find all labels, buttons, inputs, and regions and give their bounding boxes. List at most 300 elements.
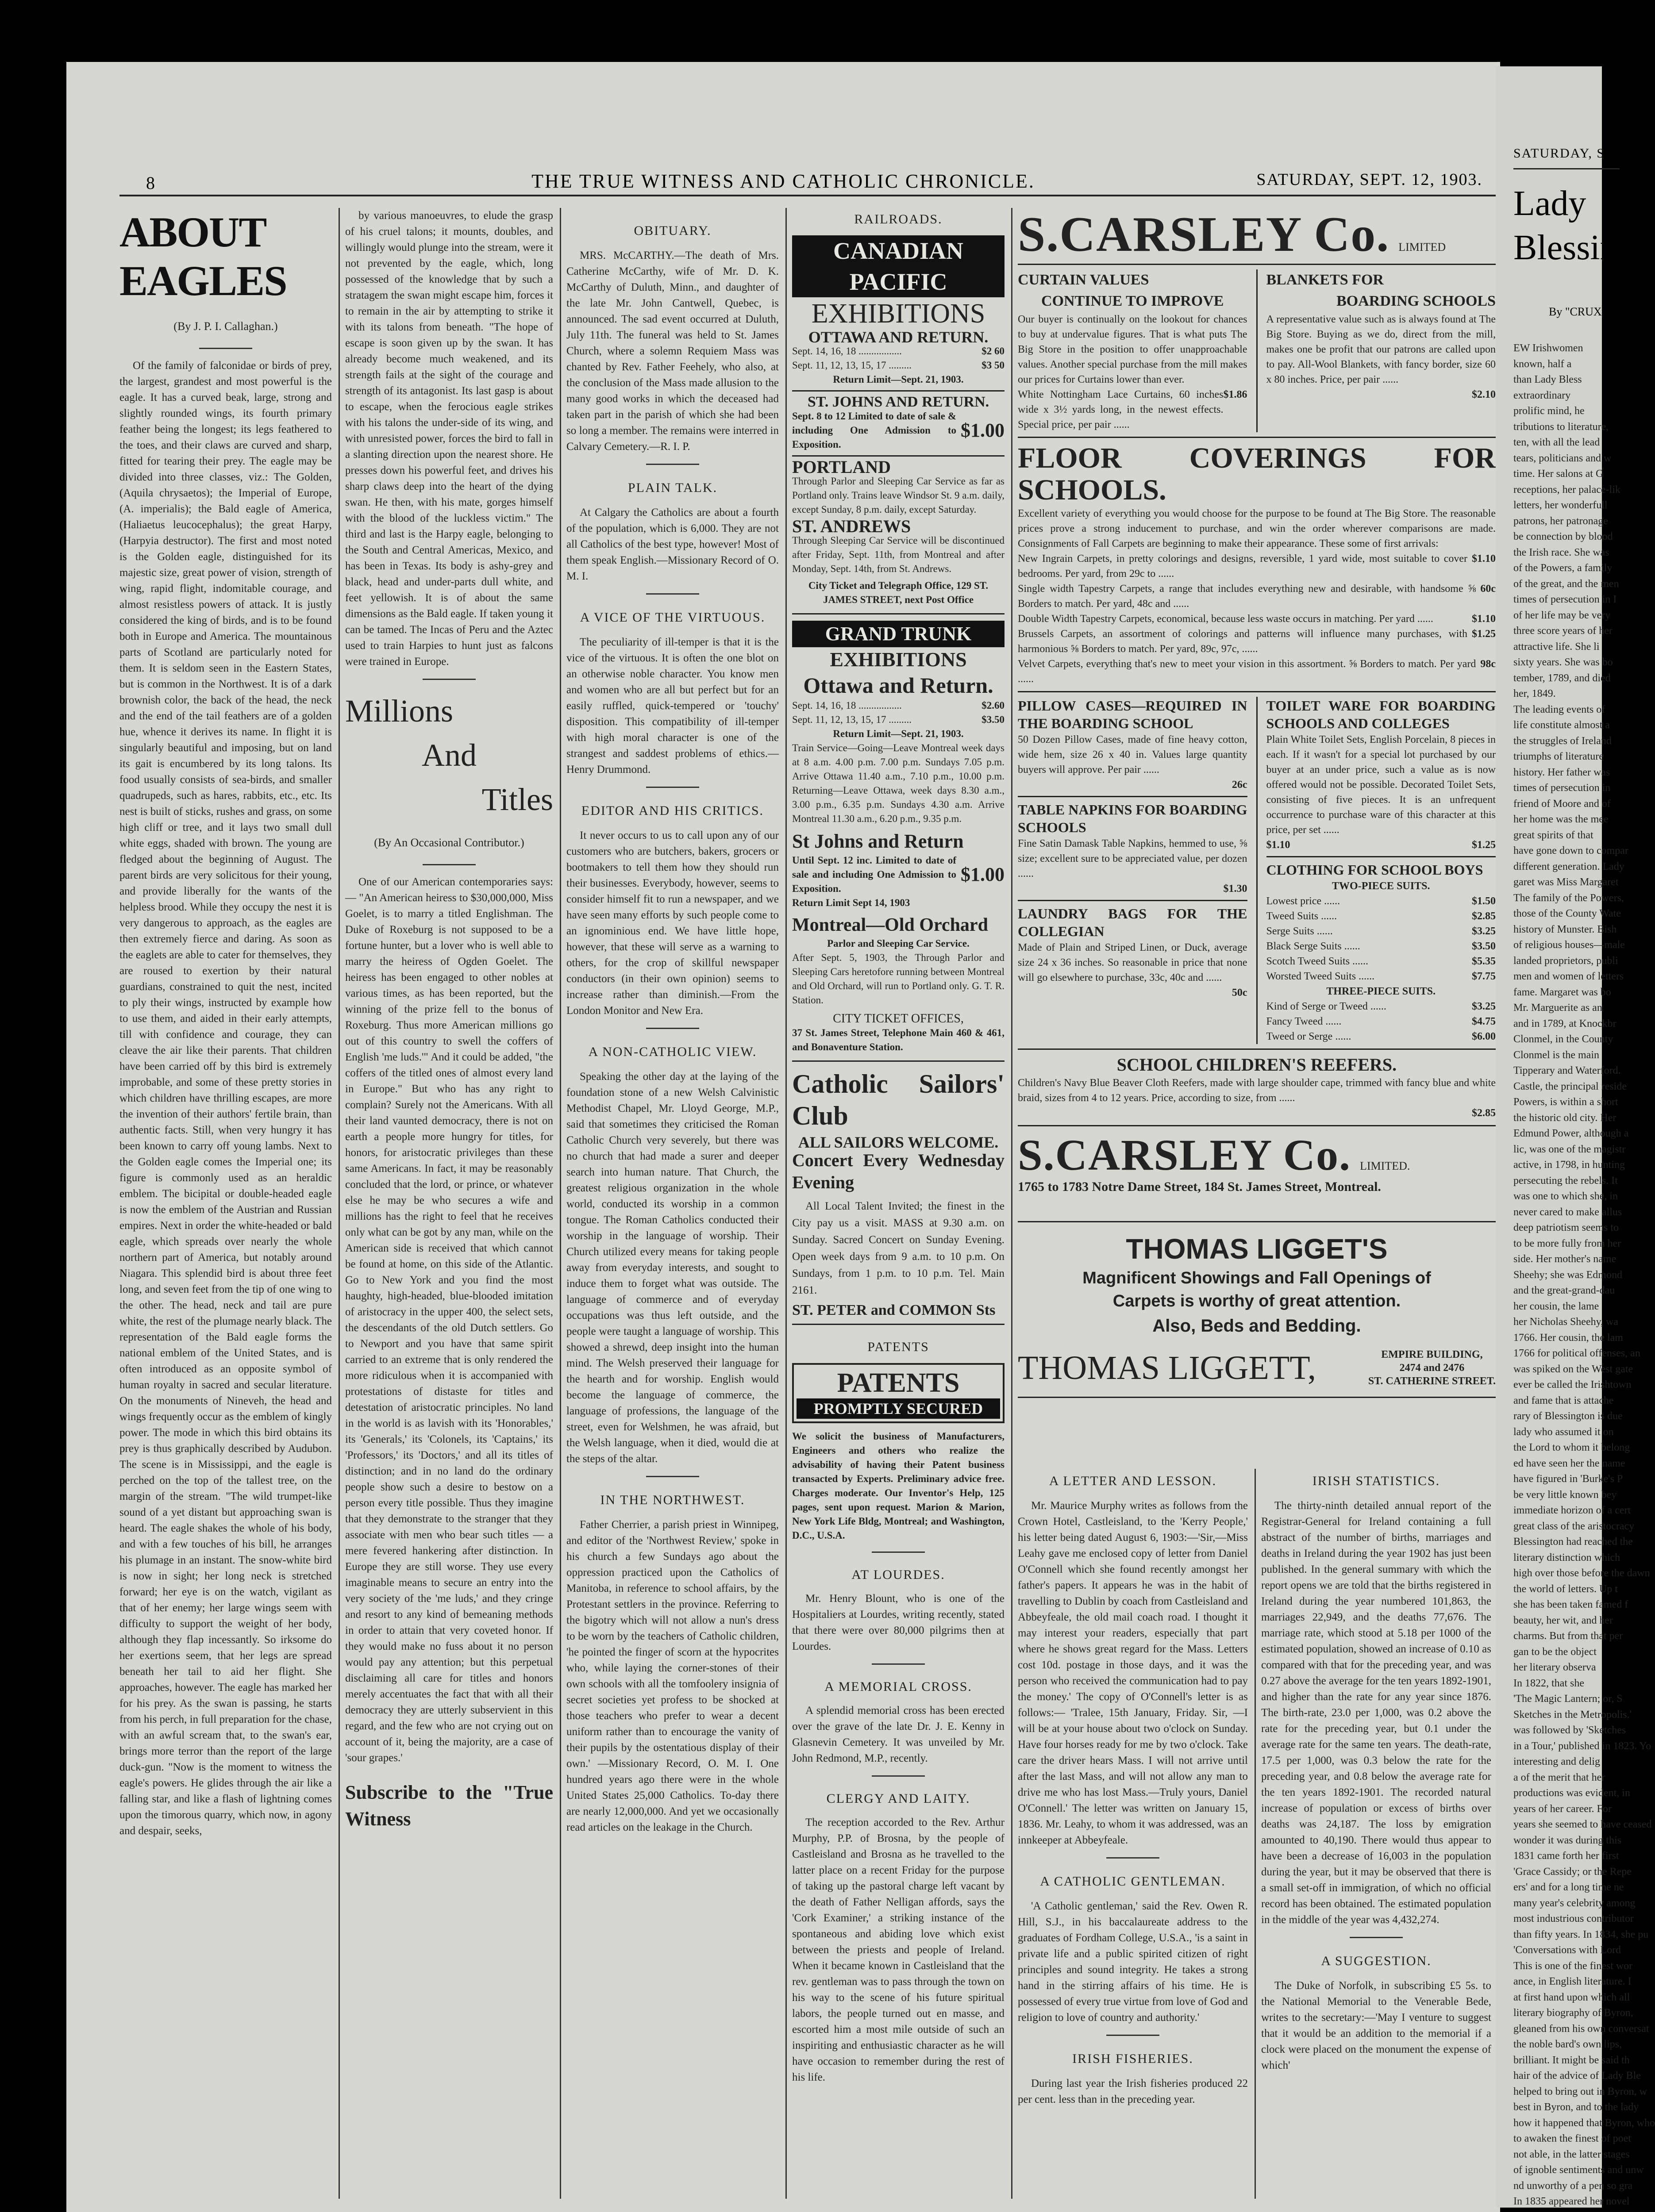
strip-line: Castle, the principal reside: [1513, 1080, 1627, 1092]
toilet-price-1: $1.10: [1266, 839, 1290, 851]
blankets-price: $2.10: [1472, 389, 1496, 400]
cp-st-johns: ST. JOHNS AND RETURN.: [807, 394, 989, 410]
strip-line: landed proprietors, publi: [1513, 955, 1618, 967]
strip-line: great spirits of that: [1513, 829, 1593, 841]
section-title-critics: EDITOR AND HIS CRITICS.: [581, 803, 764, 818]
gt-old-orchard-sub: Parlor and Sleeping Car Service.: [827, 938, 970, 949]
section-title-clergy-laity: CLERGY AND LAITY.: [826, 1791, 970, 1806]
cp-rate-row: [792, 344, 1005, 358]
clergy-laity-text: The reception accorded to the Rev. Arthur Murphy, P.P. of Brosna, by the people of Castleisland and Brosna as he travelled to the latter place on a recent Friday for the purpose of taking up the pastoral charge left vacant by the death of Father Nelligan affords, says the 'Cork Examiner,' a striking instance of the spontaneous and abiding love which exist between the priests and people of Ireland. When it became known in Castleisland that the rev. gentleman was to pass through the town on his way to the scene of his future spiritual labors, the people turned out en masse, and escorted him a most mile outside of such an inspiriting and enthusiastic character as he will have occasion to remember during the rest of his life.: [792, 1816, 1005, 2083]
blankets-body: A representative value such as is always found at The Big Store. Buying as we do, direct from the mill, makes one be profit that our patrons are called upon to pay. All-Wool Blankets, with fancy border, size 60 x 80 inches. Price, per pair ......: [1266, 314, 1496, 385]
cp-exhibitions: EXHIBITIONS: [811, 299, 985, 329]
divider: [199, 348, 252, 349]
gt-return-limit: Return Limit—Sept. 21, 1903.: [833, 728, 964, 739]
three-piece-item-label: Tweed or Serge ......: [1266, 1031, 1351, 1042]
strip-line: never cared to make allus: [1513, 1206, 1622, 1218]
column-obituary: [566, 208, 779, 2208]
strip-line: triumphs of literature: [1513, 751, 1604, 762]
three-piece-item-price: $4.75: [1472, 1016, 1496, 1027]
carsley-address: 1765 to 1783 Notre Dame Street, 184 St. James Street, Montreal.: [1018, 1179, 1381, 1194]
divider: [792, 1060, 1005, 1062]
clothing-item-row: [1266, 909, 1496, 924]
strip-line: most industrious contributor: [1513, 1913, 1634, 1924]
strip-line: best in Byron, and to the lady: [1513, 2101, 1639, 2113]
floor-item-price: $1.25: [1472, 628, 1496, 640]
strip-line: attractive life. She li: [1513, 641, 1600, 653]
floor-items: [1018, 551, 1496, 687]
sailors-concert: Concert Every Wednesday Evening: [792, 1150, 1005, 1192]
headline-about-eagles: ABOUT EAGLES: [119, 208, 287, 304]
divider: [1018, 691, 1496, 692]
reefers-price: $2.85: [1472, 1107, 1496, 1119]
strip-line: lady who assumed it on: [1513, 1426, 1614, 1438]
column-rule: [1256, 697, 1258, 1044]
blankets-section: [1266, 269, 1496, 432]
carsley-mid-row: [1018, 697, 1496, 1044]
subscribe-notice: Subscribe to the "True Witness: [345, 1782, 553, 1830]
critics-text: It never occurs to us to call upon any of our customers who are butchers, bakers, grocers or bootmakers to tell them how they should run their businesses. Everybody, however, seems to consider himself fit to run a newspaper, and we have seen many efforts by such people come to an ignominious end. We have little hope, however, that these will serve as a warning to others, for the crop of skillful newspaper conductors (in their own opinion) seems to increase rather than diminish.—From the London Monitor and New Era.: [566, 830, 779, 1017]
clothing-item-price: $1.50: [1472, 895, 1496, 907]
liggett-line-2: Carpets is worthy of great attention.: [1112, 1292, 1401, 1310]
floor-item-row: [1018, 626, 1496, 657]
strip-line: history. Her father was: [1513, 766, 1610, 778]
lourdes-text: Mr. Henry Blount, who is one of the Hospitaliers at Lourdes, writing recently, stated that there were over 80,000 pilgrims then at Lourdes.: [792, 1593, 1005, 1652]
sailors-streets: ST. PETER and COMMON Sts: [792, 1302, 996, 1318]
cp-rate-price: $3 50: [981, 360, 1005, 371]
article-body: One of our American contemporaries says:— "An American heiress to $30,000,000, Miss Goelet, is to marry a titled Englishman. The Duke of Roxeburg is not supposed to be a fortune hunter, but a lover who is well able to marry the heiress of Ogden Goelet. The heiress has been engaged to other nobles at various times, as has been reported, but the winning of the prize fell to the bonus of Roxeburg. Thus more American millions go out of this country to swell the coffers of English 'me luds.'" And it could be added, "the coffers of the titled ones of almost every land in Europe." But who has any right to complain? Surely not the Americans. With all their land vaunted democracy, there is not on earth a people more hungry for titles, for honors, for aristocratic privileges than these same Americans. In fact, it may be reasonably concluded that the lord, or prince, or whatever else he may be who secures a wife and millions has the right to feel that he receives only what can be got by any man, while on the American side is received that which cannot be found at home, on this side of the Atlantic. Go to New York and you find the most haughty, high-headed, blue-blooded imitation of aristocracy in the upper 400, the select sets, the descendants of the old Dutch settlers. Go to Newport and you have that same spirit carried to an extreme that is only rendered the more ridiculous when it is accompanied with protestations of distaste for titles and detestation of aristocratic principles. No land in the world is as lavish with its 'Honorables,' its 'Generals,' its 'Colonels, its 'Captains,' its 'Professors,' its 'Doctors,' and all its titles of distinction; and in no land do the ordinary people show such a desire to bestow on a person every title possible. Thus they imagine that they demonstrate to the stranger that they associate with men who bear such titles — a mere fevered hankering after distinction. In Europe they are still worse. They use every imaginable means to secure an entry into the very society of the 'me luds,' and they cringe and resort to any kind of bemeaning methods in order to attain that very coveted honor. If they would make no fuss about it no person would pay any attention; but this perpetual disclaiming all care for titles and honors merely accentuates the fact that with all their democracy they are utterly subservient in this regard, and the few who are not crying out on account of it, being the majority, are a case of 'sour grapes.': [345, 876, 553, 1764]
headline-millions: Millions: [345, 693, 454, 729]
page-header: [66, 164, 1500, 199]
gt-ticket-office-title: CITY TICKET OFFICES,: [833, 1012, 964, 1025]
divider: [646, 593, 699, 595]
gt-rates: [792, 699, 1005, 727]
obituary-text: MRS. McCARTHY.—The death of Mrs. Catherine McCarthy, wife of Mr. D. K. McCarthy of Duluth, Minn., and daughter of the late Mr. John Cantwell, Quebec, is announced. The sad event occurred at Duluth, July 11th. The funeral was held to St. James Church, where a solemn Requiem Mass was chanted by Rev. Father Feehely, who also, at the conclusion of the Mass made allusion to the many good works in which the deceased had taken part in the parish of which she had been so long a member. The remains were interred in Calvary Cemetery.—R. I. P.: [566, 250, 779, 453]
three-piece-item-label: Kind of Serge or Tweed ......: [1266, 1001, 1386, 1012]
three-piece-item-price: $6.00: [1472, 1031, 1496, 1042]
floor-item-label: New Ingrain Carpets, in pretty colorings and designs, reversible, 1 yard wide, most suitable to cover bedrooms. Per yard, from 29c to ......: [1018, 553, 1467, 580]
column-rule: [339, 208, 340, 2199]
three-piece-item-row: [1266, 1014, 1496, 1029]
three-piece-items: [1266, 999, 1496, 1044]
strip-line: many year's celebrity among: [1513, 1897, 1636, 1909]
strip-line: of religious houses—male: [1513, 939, 1625, 951]
strip-line: letters, her wonderfull: [1513, 499, 1608, 511]
strip-line: gleaned from his own conversat: [1513, 2023, 1649, 2035]
strip-line: those of the County Wate: [1513, 908, 1621, 919]
strip-line: literary distinction which: [1513, 1551, 1620, 1563]
carsley-name: S.CARSLEY Co.: [1018, 207, 1390, 262]
liggett-address-2: 2474 and 2476: [1399, 1362, 1465, 1374]
column-millions-titles: [345, 208, 553, 2208]
curtain-item: [1018, 387, 1247, 432]
reefers-title: SCHOOL CHILDREN'S REEFERS.: [1116, 1055, 1397, 1075]
column-irish-statistics: [1261, 1469, 1491, 2203]
section-title-northwest: IN THE NORTHWEST.: [600, 1493, 745, 1507]
strip-line: Powers, is within a short: [1513, 1096, 1618, 1108]
toilet-price-2: $1.25: [1472, 839, 1496, 851]
divider: [1018, 437, 1496, 438]
column-rule: [1256, 269, 1258, 432]
pillow-title: PILLOW CASES—REQUIRED IN THE BOARDING SCHOOL: [1018, 698, 1247, 731]
section-title-memorial-cross: A MEMORIAL CROSS.: [824, 1679, 972, 1694]
divider: [646, 1028, 699, 1029]
strip-line: years of her career. For: [1513, 1803, 1612, 1815]
strip-line: Sheehy; she was Edmond: [1513, 1269, 1622, 1281]
strip-line: tributions to literature,: [1513, 421, 1609, 433]
toilet-prices: [1266, 837, 1496, 853]
cp-st-johns-note: Sept. 8 to 12 Limited to date of sale & including One Admission to Exposition.: [792, 411, 956, 450]
carsley-masthead: [1018, 208, 1496, 265]
gentleman-text: 'A Catholic gentleman,' said the Rev. Owen R. Hill, S.J., in his baccalaureate address to the graduates of Fordham College, U.S.A., 'is a saint in private life and a public spirited citizen of right principles and sound integrity. He takes a strong hand in the stirring affairs of his time. He is possessed of every true virtue from love of God and religion to love of country and authority.': [1018, 1900, 1248, 2024]
strip-rule: [1513, 168, 1620, 169]
pillow-price: 26c: [1232, 779, 1247, 791]
strip-line: garet was Miss Margaret: [1513, 876, 1619, 888]
strip-line: side. Her mother's name: [1513, 1253, 1617, 1265]
carsley-limited-footer: LIMITED.: [1360, 1160, 1410, 1172]
strip-line: brilliant. It might be said th: [1513, 2054, 1630, 2066]
clothing-item-row: [1266, 969, 1496, 984]
gt-st-johns-note: Until Sept. 12 inc. Limited to date of sale and including One Admission to Exposition.: [792, 855, 956, 894]
strip-line: lic, was one of the magistr: [1513, 1143, 1626, 1155]
floor-item-row: [1018, 551, 1496, 581]
carsley-top-row: [1018, 269, 1496, 432]
strip-line: three score years of her: [1513, 625, 1613, 637]
floor-item-price: 60c: [1480, 583, 1496, 595]
strip-line: 1766 for political offenses, an: [1513, 1348, 1640, 1359]
strip-line: tember, 1789, and died: [1513, 672, 1611, 684]
strip-line: known, half a: [1513, 358, 1572, 370]
strip-line: ten, with all the lead: [1513, 437, 1600, 448]
clothing-item-row: [1266, 939, 1496, 954]
strip-line: her, 1849.: [1513, 688, 1556, 699]
column-rule: [1011, 208, 1012, 2199]
clothing-item-label: Scotch Tweed Suits ......: [1266, 956, 1369, 967]
blankets-sub: BOARDING SCHOOLS: [1336, 293, 1496, 309]
article-body-continued: by various manoeuvres, to elude the grasp of his cruel talons; it mounts, doubles, and willingly would plunge into the stream, were it not prevented by the eagle, which, long possessed of the knowledge that by such a stratagem the swan might escape him, forces it to remain in the air by attempting to strike it with its talons from beneath. "The hope of escape is soon given up by the swan. It has already become much weakened, and its strength fails at the sight of the courage and strength of its antagonist. Its last gasp is about to escape, when the ferocious eagle strikes with his talons the under-side of its wing, and with unresisted power, forces the bird to fall in a slanting direction upon the nearest shore. He presses down his powerful feet, and drives his sharp claws deep into the heart of the dying swan. He then, with his mate, gorges himself with the blood of the luckless victim." The third and last is the Harpy eagle, belonging to the South and Central Americas, Mexico, and has been in Texas. Its body is ashy-grey and black, head and under-parts dull white, and feet yellowish. It is of about the same dimensions as the Bald eagle. If taken young it can be tamed. The Incas of Peru and the Aztec used to train Harpies to hunt just as falcons were trained in Europe.: [345, 210, 553, 668]
floor-item-row: [1018, 657, 1496, 687]
strip-line: high over those before the dawn: [1513, 1567, 1650, 1579]
strip-line: ance, in English literature. I: [1513, 1976, 1632, 1987]
liggett-title: THOMAS LIGGET'S: [1126, 1233, 1388, 1265]
strip-line: be connection by blood: [1513, 531, 1613, 542]
curtain-item-label: White Nottingham Lace Curtains, 60 inches wide x 3½ yards long, in the newest effects. Special price, per pair ......: [1018, 389, 1224, 430]
section-title-fisheries: IRISH FISHERIES.: [1072, 2051, 1193, 2066]
laundry-title: LAUNDRY BAGS FOR THE COLLEGIAN: [1018, 906, 1247, 939]
strip-line: immediate horizon of a cert: [1513, 1505, 1631, 1516]
gt-rate-label: Sept. 11, 12, 13, 15, 17 .........: [792, 714, 912, 725]
letter-text: Mr. Maurice Murphy writes as follows from the Crown Hotel, Castleisland, to the 'Kerry People,' his letter being dated August 6, 1903:—'Sir,—Miss Leahy gave me enclosed copy of letter from Daniel O'Connell which she found recently amongst her father's papers. It appears he was in the habit of travelling to Dublin by coach from Castleisland and Abbeyfeale, the old mail coach road. I thought it may interest your readers, especially that part where he shows great regard for the Mass. Letters cost 10d. postage in those days, and it was the person who received the communication had to pay the money.' The copy of O'Connell's letter is as follows:— 'Tralee, 15th January, Friday. Sir, —I will be at your house about two o'clock on Sunday. Have four horses ready for me by two o'clock. Take care the driver hears Mass. I will not arrive until after the last Mass, and will not allow any man to drive me who has lost Mass.—Truly yours, Daniel O'Connell.' The letter was written on January 15, 1836. Mr. Leahy, to whom it was addressed, was an innkeeper at Abbeyfeale.: [1018, 1500, 1248, 1846]
divider: [1106, 1857, 1159, 1859]
strip-line: men and women of letters: [1513, 971, 1624, 982]
strip-line: 1766. Her cousin, the lam: [1513, 1332, 1623, 1344]
strip-byline: By "CRUX: [1549, 305, 1602, 318]
strip-line: the Lord to whom it belong: [1513, 1442, 1630, 1453]
strip-line: her home was the mee: [1513, 814, 1609, 825]
strip-line: the world of letters. Up t: [1513, 1583, 1618, 1595]
clothing-item-price: $7.75: [1472, 971, 1496, 982]
strip-line: the noble bard's own lips,: [1513, 2039, 1622, 2050]
patents-box: [792, 1363, 1005, 1423]
column-rule: [1255, 1469, 1256, 2199]
strip-line: beauty, her wit, and her: [1513, 1614, 1613, 1626]
divider: [646, 464, 699, 465]
strip-line: 'Grace Cassidy; or the Repe: [1513, 1866, 1632, 1878]
gt-ottawa-return: Ottawa and Return.: [803, 673, 993, 698]
strip-line: in a Tour,' published in 1823. Yo: [1513, 1740, 1651, 1752]
strip-line: 'The Magic Lantern; or, S: [1513, 1693, 1623, 1705]
strip-line: charms. But from that per: [1513, 1630, 1623, 1642]
strip-line: was spiked on the West gate: [1513, 1363, 1633, 1375]
blankets-title: BLANKETS FOR: [1266, 272, 1384, 288]
strip-line: to be more fully from her: [1513, 1237, 1621, 1249]
strip-line: her Nicholas Sheehy, wa: [1513, 1316, 1619, 1328]
sailors-welcome: ALL SAILORS WELCOME.: [798, 1133, 999, 1151]
gt-rate-label: Sept. 14, 16, 18 .................: [792, 700, 902, 711]
strip-line: her cousin, the lame: [1513, 1300, 1599, 1312]
byline: (By J. P. I. Callaghan.): [173, 320, 278, 333]
strip-line: literary biography of Byron,: [1513, 2007, 1633, 2019]
divider: [1018, 796, 1247, 797]
strip-line: and fame that is attache: [1513, 1394, 1614, 1406]
divider: [1018, 1125, 1496, 1126]
divider: [1350, 1937, 1403, 1938]
divider: [792, 455, 1005, 457]
cp-st-johns-row: [792, 409, 1005, 452]
carsley-footer-masthead: [1018, 1131, 1496, 1179]
strip-line: not able, in the latter stages: [1513, 2148, 1630, 2160]
three-piece-item-price: $3.25: [1472, 1001, 1496, 1012]
strip-line: great class of the aristocracy: [1513, 1520, 1635, 1532]
strip-line: tears, politicians and w: [1513, 452, 1612, 464]
clothing-item-price: $5.35: [1472, 956, 1496, 967]
left-stack: [1018, 697, 1247, 1044]
divider: [792, 390, 1005, 392]
strip-line: be very little known bey: [1513, 1489, 1617, 1501]
strip-line: times of persecution in: [1513, 782, 1611, 794]
reefers-body: Children's Navy Blue Beaver Cloth Reefers, made with large shoulder cape, trimmed with fancy blue and white braid, sizes from 4 to 12 years. Price, according to size, from ......: [1018, 1077, 1496, 1104]
strip-line: nd unworthy of a pen so gra: [1513, 2180, 1633, 2192]
article-body: Of the family of falconidae or birds of prey, the largest, grandest and most powerful is the eagle. It has a curved beak, large, strong and slightly rounded wings, its fourth primary feather being the longest; its legs feathered to the toes, and their claws are curved and sharp, fitted for tearing their prey. The eagle may be divided into three classes, viz.: The Golden, (Aquila chrysaetos); the Imperial of Europe, (A. imperialis); the Bald eagle of America, (Haliaetus leucocephalus); the great Harpy, (Harpyia destructor). The first and most noted is the Golden eagle, distinguished for its majestic size, great power of vision, strength of wing, rapid flight, indomitable courage, and almost resistless powers of attack. It is justly considered the king of birds, and is to be found both in Europe and America. The mountainous parts of Scotland are particularly noted for them. It is seldom seen in the Eastern States, but is common in the Northwest. It is of a dark brownish color, the back of the head, the neck and the end of the tail feathers are of a golden hue, whence it derives its name. In flight it is singularly beautiful and imposing, but on land its gait is encumbered by its long talons. Its food usually consists of sea-birds, and smaller quadrupeds, such as hares, rabbits, etc., etc. Its nest is built of sticks, rushes and grass, on some high cliff or tree, and it lays two small dull white eggs, shaded with brown. The young are fledged about the beginning of August. The parent birds are very solicitous for their young, and provide liberally for the wants of the helpless brood. While they occupy the nest it is very dangerous to approach, as the eagles are then extremely fierce and daring. As soon as the eaglets are able to cater for themselves, they are roused to exertion by their natural guardians, constrained to quit the nest, incited to ply their wings, instructed by example how to use them, and aided in their early attempts, till with confidence and courage, they can cleave the air like their parents. That children have been carried off by this bird is extremely improbable, and some of these pretty stories in which children have thrilling escapes, are more the invention of their authors' fertile brain, than authentic facts. Still, when very hungry it has been known to carry off young lambs. Next to the Golden eagle comes the Imperial one; its figure is commonly used as an heraldic emblem. The bicipital or double-headed eagle is now the emblem of the Austrian and Russian empires. Next in order the white-headed or bald eagle, which spreads over nearly the whole northern part of America, but notably around Niagara. This splendid bird is about three feet long, and seven feet from the tip of one wing to the other. The head, neck and tail are pure white, the rest of the plumage nearly black. The representation of the Bald eagle forms the national emblem of the United States, and is often introduced as an opposite symbol of human royalty in sacred and secular literature. On the monuments of Nineveh, the head and wings frequently occur as the emblem of kingly power. The mode in which this bird obtains its prey is thus graphically described by Audubon. The scene is in Mississippi, and the eagle is perched on the top of the tallest tree, on the margin of the stream. "The wild trumpet-like sound of a yet distant but approaching swan is heard. The eagle shakes the whole of his body, and with a few touches of his bill, he arranges his plumage in an instant. The snow-white bird is now in sight; her long neck is stretched forward; her eye is on the watch, vigilant as that of her enemy; her large wings seem with difficulty to support the weight of her body, although they flap incessantly. So irksome do her exertions seem, that her legs are spread beneath her tail to aid her flight. She approaches, however. The eagle has marked her for his prey. As the swan is passing, he starts from his perch, in full preparation for the chase, with an awful scream that, to the swan's ear, brings more terror than the report of the large duck-gun. "Now is the moment to witness the eagle's powers. He glides through the air like a falling star, and like a flash of lightning comes upon the timorous quarry, which now, in agony and despair, seeks,: [119, 360, 332, 1837]
strip-line: 'Conversations with Lord: [1513, 1944, 1621, 1956]
patents-body: We solicit the business of Manufacturers, Engineers and others who realize the advisability of having their Patent business transacted by Experts. Preliminary advice free. Charges moderate. Our Inventor's Help, 125 pages, sent upon request. Marion & Marion, New York Life Bldg, Montreal; and Washington, D.C., U.S.A.: [792, 1431, 1005, 1541]
plain-talk-text: At Calgary the Catholics are about a fourth of the population, which is 6,000. They are not all Catholics of the best type, however! Most of them speak English.—Missionary Record of O. M. I.: [566, 507, 779, 582]
divider: [872, 1775, 925, 1777]
strip-line: Blessington had reached the: [1513, 1536, 1633, 1548]
divider: [872, 1663, 925, 1665]
strip-line: of ignoble sentiments and unw: [1513, 2164, 1644, 2176]
cp-rate-label: Sept. 11, 12, 13, 15, 17 .........: [792, 360, 912, 371]
clothing-item-label: Black Serge Suits ......: [1266, 941, 1360, 952]
strip-headline-2: Blessingt: [1513, 228, 1645, 267]
section-title-non-catholic: A NON-CATHOLIC VIEW.: [588, 1045, 757, 1059]
strip-line: she has been taken famed f: [1513, 1599, 1628, 1610]
strip-line: to awaken the finest of poet: [1513, 2133, 1631, 2144]
three-piece-item-row: [1266, 1029, 1496, 1044]
floor-item-row: [1018, 581, 1496, 611]
suggestion-text: The Duke of Norfolk, in subscribing £5 5s. to the National Memorial to the Venerable Bede, writes to the secretary:—'May I venture to suggest that it would be an addition to the memorial if a clock were placed on the monument the expense of which': [1261, 1980, 1491, 2071]
curtain-title: CURTAIN VALUES: [1018, 272, 1149, 288]
clothing-item-label: Worsted Tweed Suits ......: [1266, 971, 1375, 982]
gt-train-service: Train Service—Going—Leave Montreal week days at 8 a.m. 4.00 p.m. 7.00 p.m. Sundays 7.05 p.m. Arrive Ottawa 11.40 a.m., 7.10 p.m., 10.00 p.m. Returning—Leave Ottawa, week days 8.30 a.m., 3.00 p.m., 6.35 p.m. Sundays 4.30 a.m. Arrive Montreal 11.30 a.m., 6.20 p.m., 9.35 p.m.: [792, 742, 1005, 824]
gt-old-orchard: Montreal—Old Orchard: [792, 915, 988, 935]
curtain-section: [1018, 269, 1247, 432]
strip-line: In 1835 appeared her novel: [1513, 2196, 1630, 2207]
divider: [423, 679, 476, 680]
strip-line: gan to be the object: [1513, 1646, 1597, 1658]
strip-line: of her life may be very: [1513, 609, 1611, 621]
clothing-item-row: [1266, 954, 1496, 969]
memorial-cross-text: A splendid memorial cross has been erected over the grave of the late Dr. J. E. Kenny in Glasnevin Cemetery. It was unveiled by Mr. John Redmond, M.P., recently.: [792, 1705, 1005, 1764]
cp-st-johns-price: $1.00: [961, 419, 1005, 441]
strip-line: the historic old city. Her: [1513, 1112, 1617, 1124]
strip-line: ed have seen her the name: [1513, 1457, 1625, 1469]
byline: (By An Occasional Contributor.): [374, 836, 524, 849]
section-title-railroads: RAILROADS.: [854, 212, 943, 227]
gt-st-johns-row: [792, 853, 1005, 896]
liggett-address: [1368, 1348, 1496, 1388]
sailors-club-title: Catholic Sailors' Club: [792, 1069, 1005, 1130]
strip-text: [1513, 341, 1655, 2210]
strip-line: 1831 came forth her first: [1513, 1850, 1619, 1862]
strip-line: her literary observa: [1513, 1662, 1596, 1673]
floor-item-label: Velvet Carpets, everything that's new to meet your vision in this assortment. ⅝ Borders to match. Per yard ......: [1018, 658, 1476, 685]
strip-line: wonder it was during this: [1513, 1834, 1621, 1846]
strip-line: ers' and for a long time ne: [1513, 1882, 1624, 1893]
strip-headline-1: Lady: [1513, 184, 1586, 223]
clothing-sub: TWO-PIECE SUITS.: [1332, 880, 1430, 892]
strip-line: history of Munster. Bish: [1513, 923, 1617, 935]
curtain-body: Our buyer is continually on the lookout for chances to buy at undervalue figures. That is what puts The Big Store in the position to offer unapproachable values. Another special purchase from the mill makes our prices for Curtains lower than ever.: [1018, 314, 1247, 385]
floor-item-price: $1.10: [1472, 553, 1496, 565]
three-piece-item-label: Fancy Tweed ......: [1266, 1016, 1342, 1027]
floor-coverings-body: Excellent variety of everything you would choose for the purpose to be found at The Big Store. The reasonable prices prove a strong inducement to purchase, and win the order wherever comparisons are made. Consignments of Fall Carpets are beginning to make their appearance. These some of first arrivals:: [1018, 508, 1496, 549]
column-rule: [785, 208, 787, 2199]
laundry-body: Made of Plain and Striped Linen, or Duck, average size 24 x 36 inches. So reasonable in price that none will go elsewhere to purchase, 33c, 40c and ......: [1018, 942, 1247, 983]
napkins-body: Fine Satin Damask Table Napkins, hemmed to use, ⅝ size; excellent sure to be appreciated value, per dozen ......: [1018, 838, 1247, 879]
floor-item-label: Single width Tapestry Carpets, a range that includes everything new and desirable, with handsome ⅝ Borders to match. Per yard, 48c and ......: [1018, 583, 1476, 610]
liggett-name: THOMAS LIGGETT,: [1018, 1349, 1316, 1386]
strip-line: Edmund Power, although a: [1513, 1128, 1629, 1139]
grand-trunk-logo: GRAND TRUNK: [792, 621, 1005, 647]
strip-line: Clonmel is the main: [1513, 1049, 1599, 1061]
clothing-item-label: Serge Suits ......: [1266, 926, 1333, 937]
divider: [1018, 1221, 1496, 1222]
gt-st-johns: St Johns and Return: [792, 830, 964, 852]
strip-line: was followed by 'Sketches: [1513, 1724, 1626, 1736]
laundry-price: 50c: [1232, 987, 1247, 998]
adjacent-page-strip: [1496, 66, 1655, 2208]
strip-line: ever be called the Irishtown: [1513, 1379, 1632, 1390]
clothing-item-price: $3.50: [1472, 941, 1496, 952]
strip-line: time. Her salons at G: [1513, 468, 1604, 480]
gt-rate-price: $2.60: [981, 700, 1005, 711]
section-title-gentleman: A CATHOLIC GENTLEMAN.: [1040, 1874, 1226, 1889]
strip-line: and in 1789, at Knockbr: [1513, 1018, 1617, 1029]
patents-box-sub: PROMPTLY SECURED: [797, 1398, 1000, 1419]
liggett-line-1: Magnificent Showings and Fall Openings of: [1082, 1269, 1431, 1287]
newspaper-page: [66, 62, 1500, 2212]
strip-line: life constitute almost a: [1513, 719, 1610, 731]
gt-exhibitions: EXHIBITIONS: [830, 648, 967, 671]
fisheries-text: During last year the Irish fisheries produced 22 per cent. less than in the preceding year.: [1018, 2078, 1248, 2105]
strip-line: prolific mind, he: [1513, 405, 1585, 417]
strip-line: helped to bring out in Byron, w: [1513, 2085, 1647, 2097]
floor-item-price: $1.10: [1472, 613, 1496, 625]
floor-item-label: Double Width Tapestry Carpets, economical, because less waste occurs in matching. Per yard ......: [1018, 613, 1433, 625]
carsley-name-footer: S.CARSLEY Co.: [1018, 1130, 1351, 1179]
divider: [646, 787, 699, 788]
strip-line: rary of Blessington is due: [1513, 1410, 1623, 1422]
strip-line: than fifty years. In 1834, she pu: [1513, 1928, 1649, 1940]
strip-line: have gone down to compar: [1513, 845, 1628, 856]
statistics-text: The thirty-ninth detailed annual report of the Registrar-General for Ireland containing a full abstract of the number of births, marriages and deaths in Ireland during the year 1902 has just been published. In the general summary with which the report opens we are told that the births registered in Ireland during the year numbered 101,863, the marriages 22,949, and the deaths 77,676. The marriage rate, which stood at 5.18 per 1000 of the estimated population, showed an increase of 0.10 as compared with that for the preceding year, and was 0.27 above the average for the ten years 1892-1901, and higher than the rate for any year since 1876. The birth-rate, 23.0 per 1,000, was 0.2 above the rate for the preceding year, but 0.1 under the average rate for the same ten years. The death-rate, 17.5 per 1,000, was 0.3 below the rate for the preceding year, and 0.8 below the average rate for the ten years 1892-1901. The recorded natural increase of population or excess of births over deaths was 24,187. The loss by emigration amounted to 40,190. There would thus appear to have been a decrease of 16,003 in the population during the year, but it may be observed that there is a small set-off in immigration, of which no official record has been obtained. The estimated population in the middle of the year was 4,432,274.: [1261, 1500, 1491, 1926]
strip-line: the Irish race. She was: [1513, 546, 1609, 558]
column-railroads: [792, 208, 1005, 2208]
clothing-item-price: $2.85: [1472, 910, 1496, 922]
clothing-item-row: [1266, 924, 1496, 939]
strip-line: the struggles of Ireland: [1513, 735, 1612, 747]
toilet-body: Plain White Toilet Sets, English Porcelain, 8 pieces in each. If it wasn't for a special lot purchased by our buyer at an under price, such a value as is now offered would not be possible. Decorated Toilet Sets, consisting of five pieces. It is an unfrequent occurrence to purchase ware of this character at this price, per set ......: [1266, 734, 1496, 836]
section-title-vice: A VICE OF THE VIRTUOUS.: [580, 610, 766, 625]
cp-name-line2: PACIFIC: [849, 269, 947, 295]
cp-portland-note: Through Parlor and Sleeping Car Service as far as Portland only. Trains leave Windsor St. 9 a.m. daily, except Sunday, 8 p.m. daily, except Saturday.: [792, 476, 1005, 515]
gt-rate-row: [792, 713, 1005, 727]
liggett-advertisement: [1018, 1221, 1496, 1460]
strip-line: how it happened that Byron, who: [1513, 2117, 1655, 2129]
napkins-title: TABLE NAPKINS FOR BOARDING SCHOOLS: [1018, 802, 1247, 835]
clothing-item-row: [1266, 894, 1496, 909]
cp-rate-row: [792, 358, 1005, 373]
section-title-statistics: IRISH STATISTICS.: [1312, 1474, 1440, 1488]
strip-line: Tipperary and Waterford.: [1513, 1065, 1621, 1076]
clothing-item-label: Lowest price ......: [1266, 895, 1340, 907]
divider: [792, 613, 1005, 614]
strip-line: sixty years. She was bo: [1513, 657, 1613, 668]
carsley-limited: LIMITED: [1398, 241, 1446, 253]
strip-line: at first hand upon which all: [1513, 1991, 1630, 2003]
gt-st-johns-limit: Return Limit Sept 14, 1903: [792, 897, 910, 908]
strip-line: interesting and delig: [1513, 1756, 1600, 1767]
napkins-price: $1.30: [1223, 883, 1247, 895]
cp-st-andrews: ST. ANDREWS: [792, 516, 911, 536]
liggett-line-3: Also, Beds and Bedding.: [1152, 1316, 1361, 1336]
strip-line: This is one of the finest wor: [1513, 1960, 1633, 1972]
divider: [792, 1324, 1005, 1325]
liggett-address-3: ST. CATHERINE STREET.: [1368, 1375, 1496, 1387]
strip-line: deep patriotism seems to: [1513, 1222, 1619, 1233]
patents-box-title: PATENTS: [837, 1368, 960, 1398]
right-stack: [1266, 697, 1496, 1044]
cp-logo: [792, 235, 1005, 297]
three-piece-sub: THREE-PIECE SUITS.: [1326, 986, 1436, 997]
gt-st-johns-price: $1.00: [961, 864, 1005, 885]
strip-line: In 1822, that she: [1513, 1677, 1584, 1689]
strip-line: different generation. Lady: [1513, 860, 1624, 872]
strip-line: persecuting the rebels. It: [1513, 1175, 1618, 1187]
strip-line: EW Irishwomen: [1513, 342, 1583, 354]
issue-date: SATURDAY, SEPT. 12, 1903.: [1256, 170, 1482, 189]
floor-item-label: Brussels Carpets, an assortment of colorings and patterns will influence many purchases, with harmonious ⅝ Borders to match. Per yard, 89c, 97c, ......: [1018, 628, 1467, 655]
pillow-body: 50 Dozen Pillow Cases, made of fine heavy cotton, wide hem, size 26 x 40 in. Values large quantity buyers will approve. Per pair ......: [1018, 734, 1247, 776]
cp-name-line1: CANADIAN: [833, 238, 963, 264]
cp-portland: PORTLAND: [792, 457, 891, 477]
strip-line: patrons, her patronage: [1513, 515, 1608, 527]
non-catholic-text: Speaking the other day at the laying of the foundation stone of a new Welsh Calvinistic Methodist Chapel, Mr. Lloyd George, M.P., said that sometimes they criticised the Roman Catholic Church very severely, but there was no church that had made a surer and deeper search into human nature. That Church, the greatest religious organization in the whole world, conducted its worship in a common tongue. The Roman Catholics conducted their worship in the language of worship. Their Church utilized every means for taking people away from everyday interests, and sought to induce them to forget what was outside. The language of commerce and of everyday occupations was thus left outside, and the people were taught a language of worship. This showed a shrewd, deep insight into the human mind. The Welsh preserved their language for the hearth and for worship. English would become the language of commerce, the language of professions, the language of the street, even for Welshmen, he was afraid, but the Welsh language, when it died, would die at the steps of the altar.: [566, 1071, 779, 1465]
strip-line: Sketches in the Metropolis.': [1513, 1709, 1632, 1720]
clothing-title: CLOTHING FOR SCHOOL BOYS: [1266, 862, 1483, 878]
strip-line: The leading events of: [1513, 703, 1605, 715]
floor-item-row: [1018, 611, 1496, 626]
